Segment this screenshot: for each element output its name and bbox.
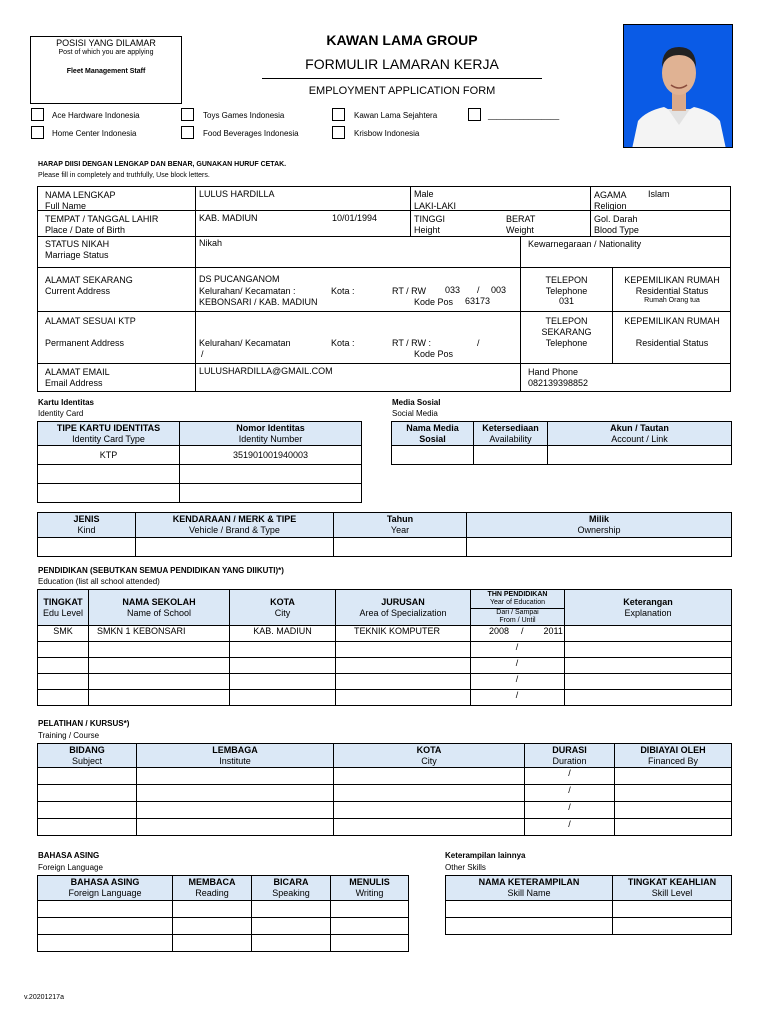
training-subject-cell[interactable]: [38, 819, 137, 836]
skill-level-cell[interactable]: [613, 901, 732, 918]
language-cell[interactable]: [38, 935, 173, 952]
name-sublabel: Full Name: [45, 201, 87, 211]
identity-header-type: TIPE KARTU IDENTITAS Identity Card Type: [38, 422, 180, 446]
position-label: POSISI YANG DILAMAR: [56, 38, 156, 48]
education-specialization-cell[interactable]: [336, 674, 471, 690]
education-header-level: TINGKAT Edu Level: [38, 590, 89, 626]
identity-type-cell[interactable]: KTP: [38, 446, 180, 465]
writing-cell[interactable]: [331, 918, 409, 935]
ktp-line3-slash: /: [201, 349, 204, 359]
address-rtrw-label: RT / RW: [392, 286, 427, 296]
education-year-cell[interactable]: /: [471, 658, 565, 674]
company-name: KAWAN LAMA GROUP: [326, 32, 478, 48]
vehicle-ownership-cell[interactable]: [467, 538, 732, 557]
name-label: NAMA LENGKAP: [45, 190, 116, 200]
label-toys-games: Toys Games Indonesia: [203, 111, 285, 120]
education-row: [38, 642, 732, 658]
education-school-cell[interactable]: [89, 674, 230, 690]
address-kelurahan-label: Kelurahan/ Kecamatan :: [199, 286, 296, 296]
writing-cell[interactable]: [331, 901, 409, 918]
education-header-school: NAMA SEKOLAH Name of School: [89, 590, 230, 626]
checkbox-home-center[interactable]: [31, 126, 44, 139]
marital-value[interactable]: Nikah: [199, 238, 223, 248]
training-header-duration: DURASI Duration: [525, 744, 615, 768]
training-institute-cell[interactable]: [137, 802, 334, 819]
training-city-cell[interactable]: [334, 768, 525, 785]
identity-sublabel: Identity Card: [38, 409, 84, 418]
education-school-cell[interactable]: [89, 642, 230, 658]
writing-cell[interactable]: [331, 935, 409, 952]
religion-label: AGAMA: [594, 190, 627, 200]
social-header-media: Nama Media Sosial: [392, 422, 474, 446]
education-level-cell[interactable]: SMK: [38, 626, 89, 642]
training-subject-cell[interactable]: [38, 768, 137, 785]
identity-table: [37, 421, 362, 503]
ktp-rtrw-slash: /: [477, 338, 480, 348]
education-specialization-cell[interactable]: TEKNIK KOMPUTER: [336, 626, 471, 642]
address-kodepos-label: Kode Pos: [414, 297, 454, 307]
checkbox-other-company[interactable]: [468, 108, 481, 121]
birth-sublabel: Place / Date of Birth: [45, 225, 126, 235]
residential2-label: KEPEMILIKAN RUMAH: [624, 316, 720, 326]
training-row: [38, 768, 732, 785]
language-sublabel: Foreign Language: [38, 863, 103, 872]
height-label: TINGGI: [414, 214, 445, 224]
vehicle-header-kind: JENIS Kind: [38, 513, 136, 538]
language-header-writing: MENULIS Writing: [331, 876, 409, 901]
residential-value[interactable]: Rumah Orang tua: [644, 297, 700, 304]
title-underline: [262, 78, 542, 79]
vehicle-table: [37, 512, 732, 557]
instruction-line1: HARAP DIISI DENGAN LENGKAP DAN BENAR, GUNAKAN HURUF CETAK.: [38, 161, 287, 168]
language-header-speaking: BICARA Speaking: [252, 876, 331, 901]
label-ace-hardware: Ace Hardware Indonesia: [52, 111, 140, 120]
label-home-center: Home Center Indonesia: [52, 129, 137, 138]
education-city-cell[interactable]: [230, 674, 336, 690]
ktp-kodepos-label: Kode Pos: [414, 349, 454, 359]
language-header-language: BAHASA ASING Foreign Language: [38, 876, 173, 901]
reading-cell[interactable]: [173, 901, 252, 918]
social-availability-cell[interactable]: [474, 446, 548, 465]
education-title: PENDIDIKAN (SEBUTKAN SEMUA PENDIDIKAN YANG DIIKUTI)*): [38, 566, 284, 575]
checkbox-toys-games[interactable]: [181, 108, 194, 121]
email-value[interactable]: LULUSHARDILLA@GMAIL.COM: [199, 366, 333, 376]
language-header-reading: MEMBACA Reading: [173, 876, 252, 901]
label-food-beverages: Food Beverages Indonesia: [203, 129, 299, 138]
identity-type-cell[interactable]: [38, 484, 180, 503]
residential-label: KEPEMILIKAN RUMAH: [624, 275, 720, 285]
address-rtrw-slash: /: [477, 285, 480, 295]
education-table: [37, 589, 732, 706]
education-row: [38, 658, 732, 674]
education-row: [38, 690, 732, 706]
training-financed-cell[interactable]: [615, 819, 732, 836]
education-year-cell[interactable]: /: [471, 642, 565, 658]
handphone-value[interactable]: 082139398852: [528, 378, 589, 388]
marital-label: STATUS NIKAH: [45, 239, 110, 249]
skill-name-cell[interactable]: [446, 901, 613, 918]
applicant-photo: [623, 24, 733, 148]
education-sublabel: Education (list all school attended): [38, 577, 160, 586]
email-label: ALAMAT EMAIL: [45, 367, 110, 377]
form-subtitle: EMPLOYMENT APPLICATION FORM: [308, 85, 496, 97]
telephone2-label: TELEPON: [545, 316, 588, 326]
position-value: Fleet Management Staff: [66, 68, 146, 75]
skills-header-level: TINGKAT KEAHLIAN Skill Level: [613, 876, 732, 901]
identity-number-cell[interactable]: 351901001940003: [180, 446, 362, 465]
height-sublabel: Height: [414, 225, 441, 235]
training-row: [38, 819, 732, 836]
social-media-cell[interactable]: [392, 446, 474, 465]
name-value[interactable]: LULUS HARDILLA: [199, 189, 275, 199]
language-cell[interactable]: [38, 901, 173, 918]
label-kawan-lama-sejahtera: Kawan Lama Sejahtera: [354, 111, 438, 120]
telephone-label: TELEPON: [545, 275, 588, 285]
weight-label: BERAT: [506, 214, 536, 224]
training-header-financed: DIBIAYAI OLEH Financed By: [615, 744, 732, 768]
marital-sublabel: Marriage Status: [45, 250, 109, 260]
address-line3[interactable]: KEBONSARI / KAB. MADIUN: [199, 297, 318, 307]
vehicle-kind-cell[interactable]: [38, 538, 136, 557]
education-year-cell[interactable]: /: [471, 674, 565, 690]
address-kodepos-value[interactable]: 63173: [465, 296, 491, 306]
training-row: [38, 785, 732, 802]
education-explanation-cell[interactable]: [565, 642, 732, 658]
education-specialization-cell[interactable]: [336, 690, 471, 706]
training-duration-cell[interactable]: /: [525, 819, 615, 836]
education-city-cell[interactable]: [230, 642, 336, 658]
address-label: ALAMAT SEKARANG: [45, 275, 133, 285]
checkbox-food-beverages[interactable]: [181, 126, 194, 139]
social-header-account: Akun / Tautan Account / Link: [548, 422, 732, 446]
education-explanation-cell[interactable]: [565, 658, 732, 674]
checkbox-kawan-lama-sejahtera[interactable]: [332, 108, 345, 121]
address-kota-label: Kota :: [331, 286, 355, 296]
residential2-sublabel: Residential Status: [635, 338, 709, 348]
weight-sublabel: Weight: [506, 225, 534, 235]
speaking-cell[interactable]: [252, 918, 331, 935]
education-specialization-cell[interactable]: [336, 658, 471, 674]
skills-header-name: NAMA KETERAMPILAN Skill Name: [446, 876, 613, 901]
nationality-label: Kewarnegaraan / Nationality: [528, 239, 642, 249]
training-duration-cell[interactable]: /: [525, 768, 615, 785]
language-row: [38, 918, 409, 935]
training-city-cell[interactable]: [334, 785, 525, 802]
vehicle-header-year: Tahun Year: [334, 513, 467, 538]
education-row: [38, 626, 732, 642]
education-year-until: 2011: [543, 626, 563, 636]
training-financed-cell[interactable]: [615, 768, 732, 785]
training-institute-cell[interactable]: [137, 768, 334, 785]
training-header-institute: LEMBAGA Institute: [137, 744, 334, 768]
skill-name-cell[interactable]: [446, 918, 613, 935]
ktp-address-sublabel: Permanent Address: [45, 338, 125, 348]
training-institute-cell[interactable]: [137, 819, 334, 836]
instruction-line2: Please fill in completely and truthfully, Use block letters.: [38, 172, 210, 179]
telephone2-sublabel: Telephone: [545, 338, 588, 348]
birth-place-value[interactable]: KAB. MADIUN: [199, 213, 258, 223]
reading-cell[interactable]: [173, 935, 252, 952]
education-city-cell[interactable]: [230, 658, 336, 674]
identity-type-cell[interactable]: [38, 465, 180, 484]
other-company-blank[interactable]: ________________: [488, 111, 560, 120]
social-header-availability: Ketersediaan Availability: [474, 422, 548, 446]
training-subject-cell[interactable]: [38, 785, 137, 802]
education-level-cell[interactable]: [38, 674, 89, 690]
blood-sublabel: Blood Type: [594, 225, 639, 235]
form-title: FORMULIR LAMARAN KERJA: [305, 56, 499, 72]
telephone2-label2: SEKARANG: [541, 327, 592, 337]
education-city-cell[interactable]: KAB. MADIUN: [230, 626, 336, 642]
telephone-sublabel: Telephone: [545, 286, 588, 296]
sex-value-indonesian[interactable]: LAKI-LAKI: [414, 201, 457, 211]
speaking-cell[interactable]: [252, 901, 331, 918]
training-city-cell[interactable]: [334, 802, 525, 819]
training-subject-cell[interactable]: [38, 802, 137, 819]
training-title: PELATIHAN / KURSUS*): [38, 719, 130, 728]
ktp-rtrw-label: RT / RW :: [392, 338, 432, 348]
education-header-specialization: JURUSAN Area of Specialization: [336, 590, 471, 626]
training-duration-cell[interactable]: /: [525, 785, 615, 802]
training-institute-cell[interactable]: [137, 785, 334, 802]
address-rt-value[interactable]: 033: [445, 285, 461, 295]
religion-value[interactable]: Islam: [648, 189, 670, 199]
training-table: [37, 743, 732, 836]
ktp-kelurahan-label: Kelurahan/ Kecamatan: [199, 338, 291, 348]
language-row: [38, 935, 409, 952]
reading-cell[interactable]: [173, 918, 252, 935]
ktp-kota-label: Kota :: [331, 338, 355, 348]
handphone-label: Hand Phone: [528, 367, 579, 377]
education-explanation-cell[interactable]: [565, 626, 732, 642]
training-city-cell[interactable]: [334, 819, 525, 836]
education-level-cell[interactable]: [38, 642, 89, 658]
education-school-cell[interactable]: SMKN 1 KEBONSARI: [89, 626, 230, 642]
residential-sublabel: Residential Status: [635, 286, 709, 296]
address-rw-value[interactable]: 003: [491, 285, 507, 295]
blood-label: Gol. Darah: [594, 214, 638, 224]
social-sublabel: Social Media: [392, 409, 438, 418]
skills-sublabel: Other Skills: [445, 863, 486, 872]
birth-label: TEMPAT / TANGGAL LAHIR: [45, 214, 159, 224]
education-level-cell[interactable]: [38, 658, 89, 674]
vehicle-header-ownership: Milik Ownership: [467, 513, 732, 538]
skills-row: [446, 901, 732, 918]
language-cell[interactable]: [38, 918, 173, 935]
language-table: [37, 875, 409, 952]
social-title: Media Sosial: [392, 398, 441, 407]
birth-date-value[interactable]: 10/01/1994: [332, 213, 378, 223]
position-sublabel: Post of which you are applying: [58, 49, 154, 56]
education-header-year: THN PENDIDIKAN Year of Education Dari / Sampai From / Until: [471, 590, 565, 626]
social-table: [391, 421, 732, 465]
education-year-cell[interactable]: /: [471, 690, 565, 706]
checkbox-ace-hardware[interactable]: [31, 108, 44, 121]
education-level-cell[interactable]: [38, 690, 89, 706]
education-city-cell[interactable]: [230, 690, 336, 706]
email-sublabel: Email Address: [45, 378, 103, 388]
identity-title: Kartu Identitas: [38, 398, 95, 407]
telephone-value[interactable]: 031: [558, 296, 575, 306]
training-header-subject: BIDANG Subject: [38, 744, 137, 768]
ktp-address-label: ALAMAT SESUAI KTP: [45, 316, 136, 326]
address-sublabel: Current Address: [45, 286, 111, 296]
identity-header-number: Nomor Identitas Identity Number: [180, 422, 362, 446]
education-year-cell[interactable]: [471, 626, 565, 642]
religion-sublabel: Religion: [594, 201, 627, 211]
education-explanation-cell[interactable]: [565, 674, 732, 690]
education-explanation-cell[interactable]: [565, 690, 732, 706]
vehicle-year-cell[interactable]: [334, 538, 467, 557]
education-header-explanation: Keterangan Explanation: [565, 590, 732, 626]
identity-number-cell[interactable]: [180, 484, 362, 503]
checkbox-krisbow[interactable]: [332, 126, 345, 139]
label-krisbow: Krisbow Indonesia: [354, 129, 420, 138]
vehicle-header-brand: KENDARAAN / MERK & TIPE Vehicle / Brand & Type: [136, 513, 334, 538]
training-financed-cell[interactable]: [615, 802, 732, 819]
skills-title: Keterampilan lainnya: [445, 851, 526, 860]
education-header-city: KOTA City: [230, 590, 336, 626]
form-version: v.20201217a: [24, 994, 64, 1001]
vehicle-brand-cell[interactable]: [136, 538, 334, 557]
speaking-cell[interactable]: [252, 935, 331, 952]
identity-number-cell[interactable]: [180, 465, 362, 484]
education-year-from: 2008: [489, 626, 510, 636]
education-year-slash: /: [521, 626, 524, 636]
skills-row: [446, 918, 732, 935]
training-header-city: KOTA City: [334, 744, 525, 768]
training-financed-cell[interactable]: [615, 785, 732, 802]
education-specialization-cell[interactable]: [336, 642, 471, 658]
language-row: [38, 901, 409, 918]
training-sublabel: Training / Course: [38, 731, 100, 740]
language-title: BAHASA ASING: [38, 851, 100, 860]
skill-level-cell[interactable]: [613, 918, 732, 935]
education-school-cell[interactable]: [89, 658, 230, 674]
skills-table: [445, 875, 732, 935]
social-account-cell[interactable]: [548, 446, 732, 465]
training-duration-cell[interactable]: /: [525, 802, 615, 819]
sex-value[interactable]: Male: [414, 189, 434, 199]
address-line1[interactable]: DS PUCANGANOM: [199, 274, 280, 284]
education-row: [38, 674, 732, 690]
education-school-cell[interactable]: [89, 690, 230, 706]
training-row: [38, 802, 732, 819]
